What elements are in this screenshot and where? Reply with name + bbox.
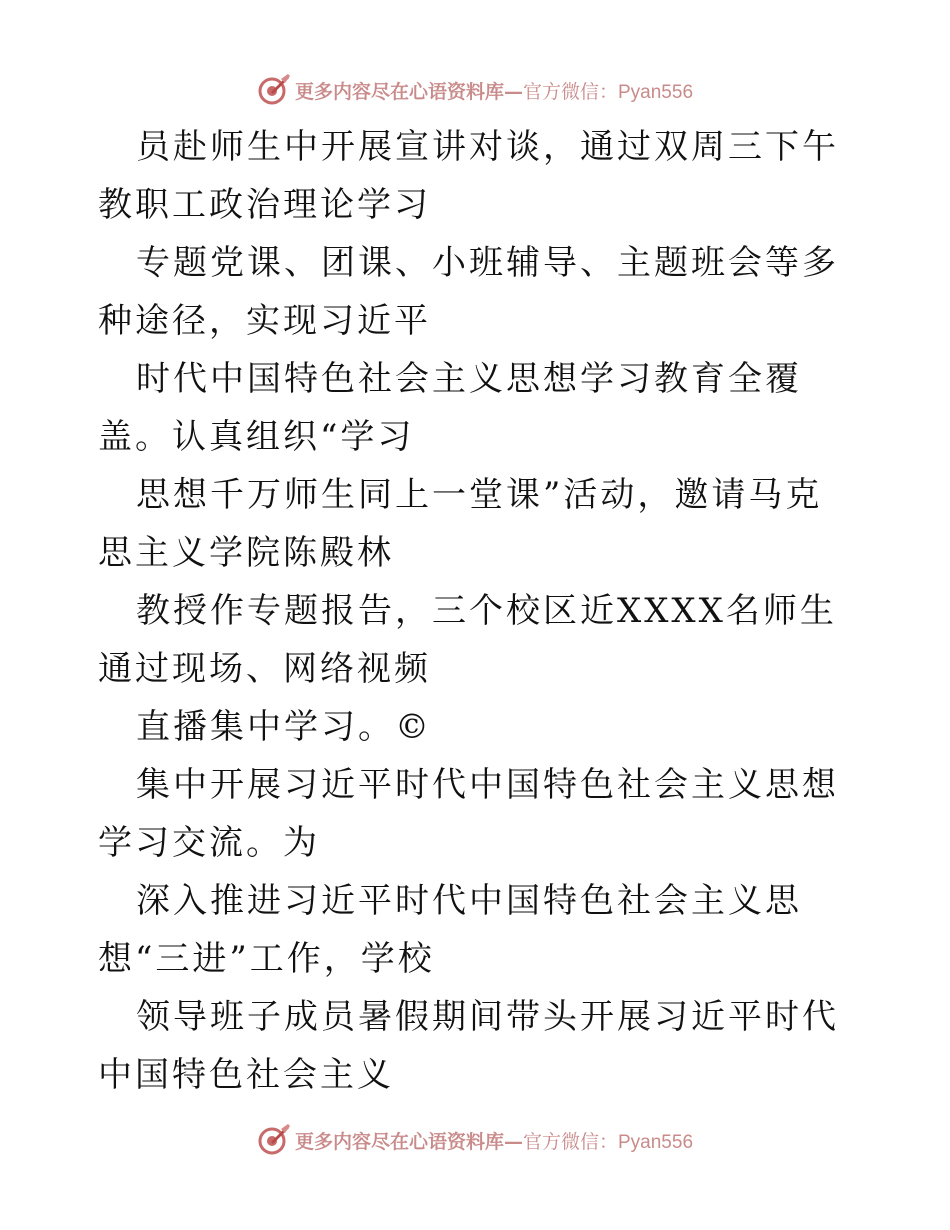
paragraph: 直播集中学习。©: [136, 707, 432, 747]
paragraph: 集中开展习近平时代中国特色社会主义思想学习交流。为: [98, 765, 839, 863]
paragraph: 领导班子成员暑假期间带头开展习近平时代中国特色社会主义: [98, 997, 839, 1095]
document-body: [98, 118, 858, 1104]
paragraph: 思想千万师生同上一堂课”活动，邀请马克思主义学院陈殿林: [98, 475, 823, 573]
banner-contact: 官方微信：Pyan556: [523, 81, 694, 103]
footer-watermark-banner: [0, 1120, 950, 1160]
header-watermark-banner: [0, 70, 950, 110]
banner-contact: 官方微信：Pyan556: [523, 1131, 694, 1153]
paragraph: 时代中国特色社会主义思想学习教育全覆盖。认真组织“学习: [98, 359, 802, 457]
paragraph: 专题党课、团课、小班辅导、主题班会等多种途径，实现习近平: [98, 243, 839, 341]
quill-logo-icon: [257, 73, 291, 107]
banner-label: 更多内容尽在心语资料库—: [294, 1130, 523, 1153]
paragraph: 深入推进习近平时代中国特色社会主义思想“三进”工作，学校: [98, 881, 802, 979]
quill-logo-icon: [257, 1123, 291, 1157]
paragraph: 员赴师生中开展宣讲对谈，通过双周三下午教职工政治理论学习: [98, 127, 839, 225]
paragraph: 教授作专题报告，三个校区近XXXX名师生通过现场、网络视频: [98, 591, 837, 689]
banner-label: 更多内容尽在心语资料库—: [294, 80, 523, 103]
